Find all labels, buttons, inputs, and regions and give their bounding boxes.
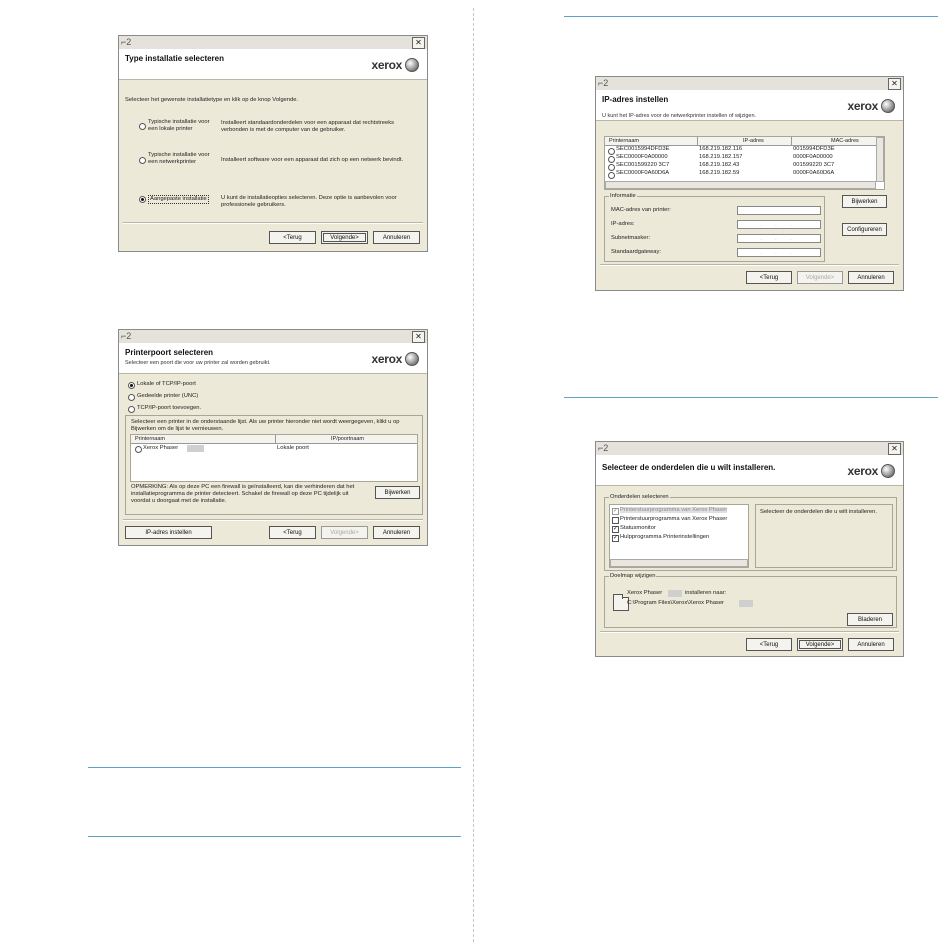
cancel-button[interactable]: Annuleren: [848, 271, 894, 284]
ip-label: IP-adres:: [611, 221, 635, 227]
printer-port-dialog: [118, 329, 428, 546]
dialog-header: [119, 343, 427, 374]
browse-button[interactable]: Bladeren: [847, 613, 893, 626]
redacted-model: [187, 445, 204, 452]
row-printer-name[interactable]: Xerox Phaser: [143, 445, 179, 451]
setup-icon: ⌐2: [121, 331, 132, 341]
xerox-logo: xerox: [371, 58, 419, 72]
footer-separator: [600, 264, 899, 266]
table-header: [131, 435, 417, 444]
option-network-label[interactable]: Typische installatie voor een netwerkprinter: [148, 152, 210, 165]
option-custom-label[interactable]: Aangepaste installatie: [150, 196, 207, 202]
row-ip: 168.219.182.116: [699, 146, 743, 152]
col-ip[interactable]: IP-adres: [743, 138, 764, 144]
component-label[interactable]: Printerstuurprogramma van Xerox Phaser: [620, 516, 728, 522]
folder-group: [604, 573, 897, 628]
col-mac[interactable]: MAC-adres: [831, 138, 859, 144]
ip-input[interactable]: . . .: [737, 220, 821, 229]
row-radio[interactable]: [135, 446, 142, 453]
port-add-radio[interactable]: [128, 406, 135, 413]
row-name[interactable]: SEC0015994DFD3E: [616, 146, 670, 152]
component-checkbox[interactable]: ✓: [613, 508, 619, 514]
gateway-label: Standaardgateway:: [611, 249, 661, 255]
component-checkbox[interactable]: ✓: [613, 526, 619, 532]
title-bar: [119, 36, 427, 50]
title-bar: [596, 442, 903, 456]
section-rule-left-2: [88, 836, 461, 837]
close-button[interactable]: ✕: [412, 37, 425, 49]
component-label[interactable]: Statusmonitor: [620, 525, 656, 531]
subnet-input[interactable]: . . .: [737, 234, 821, 243]
instruction-text: Selecteer het gewenste installatietype en klik op de knop Volgende.: [125, 97, 299, 103]
vertical-scrollbar[interactable]: [876, 137, 884, 182]
dialog-title: IP-adres instellen: [602, 95, 669, 104]
cancel-button[interactable]: Annuleren: [848, 638, 894, 651]
mac-input[interactable]: [737, 206, 821, 215]
close-button[interactable]: ✕: [412, 331, 425, 343]
row-ip: 168.219.182.43: [699, 162, 740, 168]
option-network-desc: Installeert software voor een apparaat dat zich op een netwerk bevindt.: [221, 157, 404, 163]
col-printername[interactable]: Printernaam: [135, 436, 165, 442]
row-ip: 168.219.182.59: [699, 170, 740, 176]
xerox-sphere-icon: [405, 58, 419, 72]
folder-group-title: Doelmap wijzigen: [610, 573, 656, 579]
row-name[interactable]: SEC0000F0A00000: [616, 154, 668, 160]
row-radio[interactable]: [608, 164, 615, 171]
component-checkbox[interactable]: ✓: [613, 535, 619, 541]
component-checkbox[interactable]: [612, 517, 619, 524]
back-button[interactable]: <Terug: [746, 638, 792, 651]
subnet-label: Subnetmasker:: [611, 235, 650, 241]
row-radio[interactable]: [608, 156, 615, 163]
row-mac: 0000F0A00000: [793, 154, 833, 160]
info-group-title: Informatie: [610, 193, 636, 199]
section-rule-left-1: [88, 767, 461, 768]
row-name[interactable]: SEC0000F0A60D6A: [616, 170, 670, 176]
setup-icon: ⌐2: [598, 443, 609, 453]
next-button[interactable]: Volgende>: [797, 638, 843, 651]
install-type-dialog: [118, 35, 428, 252]
option-local-desc: Installeert standaardonderdelen voor een apparaat dat rechtstreeks verbonden is met de computer van de gebruiker.: [221, 120, 395, 133]
printer-table[interactable]: [130, 434, 418, 482]
option-custom-radio[interactable]: [139, 196, 146, 203]
dialog-subtitle: Selecteer een poort die voor uw printer zal worden gebruikt.: [125, 360, 271, 366]
col-printername[interactable]: Printernaam: [609, 138, 639, 144]
title-bar: [119, 330, 427, 344]
row-mac: 0000F0A60D6A: [793, 170, 835, 176]
xerox-sphere-icon: [405, 352, 419, 366]
configure-button[interactable]: Configureren: [842, 223, 887, 236]
set-ip-button[interactable]: IP-adres instellen: [125, 526, 212, 539]
column-divider-line: [791, 137, 792, 145]
back-button[interactable]: <Terug: [269, 526, 316, 539]
refresh-button[interactable]: Bijwerken: [842, 195, 887, 208]
header-rule-right: [564, 16, 938, 17]
close-button[interactable]: ✕: [888, 78, 901, 90]
firewall-note: OPMERKING: Als op deze PC een firewall is geïnstalleerd, kan die verhinderen dat het installatieprogramma de printer detecteert. Schakel de firewall op deze PC tijdelijk uit voordat u doorgaat met de installatie.: [131, 484, 355, 504]
xerox-logo: xerox: [847, 464, 895, 478]
ip-address-dialog: [595, 76, 904, 291]
column-divider: [473, 8, 474, 942]
gateway-input[interactable]: . . .: [737, 248, 821, 257]
next-button[interactable]: Volgende>: [797, 271, 843, 284]
xerox-logo: xerox: [371, 352, 419, 366]
row-radio[interactable]: [608, 148, 615, 155]
components-list[interactable]: [609, 504, 749, 568]
xerox-sphere-icon: [881, 464, 895, 478]
row-port-name: Lokale poort: [277, 445, 309, 451]
dialog-subtitle: U kunt het IP-adres voor de netwerkprinter instellen of wijzigen.: [602, 113, 757, 119]
port-shared-label[interactable]: Gedeelde printer (UNC): [137, 393, 199, 399]
cancel-button[interactable]: Annuleren: [373, 526, 420, 539]
network-printer-table[interactable]: [604, 136, 885, 190]
folder-path: C:\Program Files\Xerox\Xerox Phaser: [627, 600, 724, 606]
dialog-header: [596, 455, 903, 486]
row-ip: 168.219.182.157: [699, 154, 743, 160]
footer-separator: [600, 631, 899, 633]
next-button[interactable]: Volgende>: [321, 231, 368, 244]
printer-list-group: [125, 415, 423, 515]
xerox-sphere-icon: [881, 99, 895, 113]
col-port[interactable]: IP/poortnaam: [331, 436, 365, 442]
back-button[interactable]: <Terug: [746, 271, 792, 284]
description-box: [755, 504, 893, 568]
dialog-header: [119, 49, 427, 80]
redacted-model: [739, 600, 753, 607]
column-divider-line: [697, 137, 698, 145]
horizontal-scrollbar[interactable]: [610, 559, 748, 567]
components-group-title: Onderdelen selecteren: [610, 494, 669, 500]
folder-install-to: installeren naar:: [685, 590, 727, 596]
close-button[interactable]: ✕: [888, 443, 901, 455]
row-mac: 0015994DFD3E: [793, 146, 835, 152]
components-group: [604, 494, 897, 571]
port-local-label[interactable]: Lokale of TCP/IP-poort: [137, 381, 196, 387]
redacted-model: [668, 590, 682, 597]
port-local-radio[interactable]: [128, 382, 135, 389]
section-rule-right: [564, 397, 938, 398]
folder-product: Xerox Phaser: [627, 590, 663, 596]
xerox-logo: xerox: [847, 99, 895, 113]
option-custom-desc: U kunt de installatieopties selecteren. Deze optie is aanbevolen voor professionele gebruikers.: [221, 195, 397, 208]
mac-label: MAC-adres van printer:: [611, 207, 671, 213]
dialog-title: Printerpoort selecteren: [125, 348, 214, 357]
setup-icon: ⌐2: [598, 78, 609, 88]
footer-separator: [123, 519, 423, 521]
refresh-button[interactable]: Bijwerken: [375, 486, 420, 499]
dialog-header: [596, 90, 903, 121]
cancel-button[interactable]: Annuleren: [373, 231, 420, 244]
row-radio[interactable]: [608, 172, 615, 179]
components-dialog: [595, 441, 904, 657]
description-text: Selecteer de onderdelen die u wilt installeren.: [760, 509, 877, 515]
list-instruction: Selecteer een printer in de onderstaande lijst. Als uw printer hieronder niet wordt weergegeven, klikt u op Bijwerken om de lijst te vernieuwen.: [131, 419, 400, 432]
setup-icon: ⌐2: [121, 37, 132, 47]
option-local-radio[interactable]: [139, 123, 146, 130]
row-name[interactable]: SEC001599220 3C7: [616, 162, 670, 168]
option-network-radio[interactable]: [139, 157, 146, 164]
dialog-title: Selecteer de onderdelen die u wilt installeren.: [602, 463, 776, 472]
footer-separator: [123, 222, 423, 224]
info-group: [604, 193, 825, 262]
component-label[interactable]: Printerstuurprogramma van Xerox Phaser: [620, 507, 728, 513]
dialog-title: Type installatie selecteren: [125, 54, 225, 63]
component-label[interactable]: Hulpprogramma Printerinstellingen: [620, 534, 710, 540]
option-local-label[interactable]: Typische installatie voor een lokale printer: [148, 119, 210, 132]
horizontal-scrollbar[interactable]: [605, 181, 876, 189]
title-bar: [596, 77, 903, 91]
port-add-label[interactable]: TCP/IP-poort toevoegen.: [137, 405, 202, 411]
column-divider-line: [275, 435, 276, 443]
back-button[interactable]: <Terug: [269, 231, 316, 244]
row-mac: 001599220 3C7: [793, 162, 835, 168]
next-button[interactable]: Volgende>: [321, 526, 368, 539]
port-shared-radio[interactable]: [128, 394, 135, 401]
